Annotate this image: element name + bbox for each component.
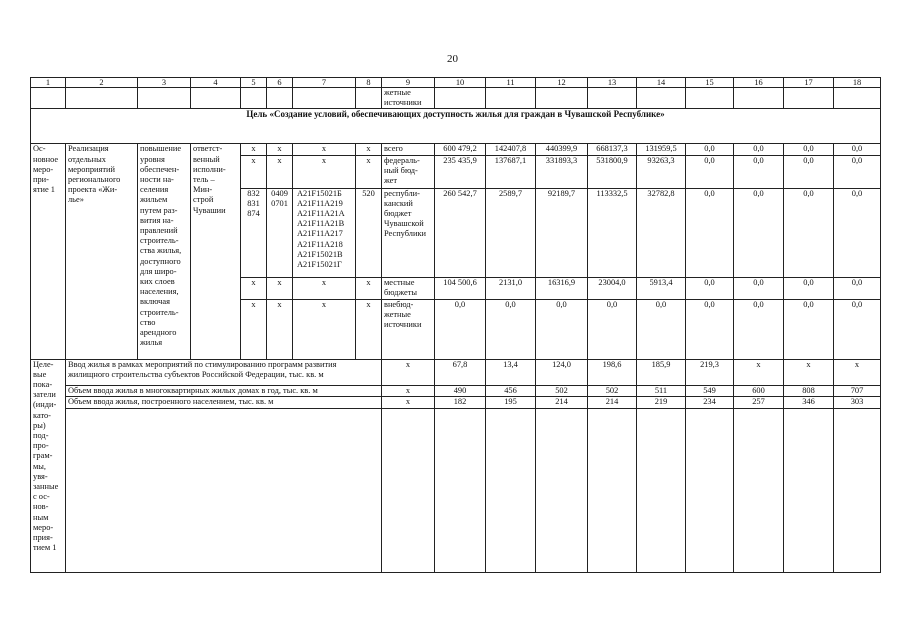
amount-cell: 0,0 [784,188,834,277]
empty-cell [784,88,834,109]
amount-cell: 600 479,2 [435,144,486,155]
column-number-cell: 8 [356,78,382,88]
amount-cell: 2131,0 [486,277,536,299]
funding-source-cell: всего [382,144,435,155]
amount-cell: 0,0 [784,144,834,155]
empty-cell [486,88,536,109]
amount-cell: 0,0 [834,299,881,359]
code-cell: x [241,144,267,155]
amount-cell: 0,0 [734,188,784,277]
code-cell: x [241,277,267,299]
empty-cell [486,408,536,572]
amount-cell: 0,0 [834,144,881,155]
empty-cell [536,408,588,572]
empty-cell [588,88,637,109]
empty-cell [66,88,138,109]
amount-cell: 0,0 [637,299,686,359]
empty-cell [267,88,293,109]
amount-cell: 0,0 [686,155,734,188]
amount-cell: 0,0 [686,299,734,359]
code-cell: x [293,299,356,359]
amount-cell: 0,0 [734,144,784,155]
indicator-value-cell: 219,3 [686,359,734,385]
indicator-mark-cell: x [382,385,435,396]
code-cell: x [356,277,382,299]
program-table [30,77,881,573]
indicator-value-cell: x [734,359,784,385]
code-cell: 832 831 874 [241,188,267,277]
amount-cell: 0,0 [734,277,784,299]
amount-cell: 137687,1 [486,155,536,188]
indicator-value-cell: x [784,359,834,385]
amount-cell: 2589,7 [486,188,536,277]
code-cell: 520 [356,188,382,277]
indicator-name: Объем ввода жилья, построенного населением, тыс. кв. м [66,396,382,408]
empty-cell [293,88,356,109]
column-number-cell: 12 [536,78,588,88]
funding-source-cell: жетные источники [382,88,435,109]
column-number-cell: 9 [382,78,435,88]
indicator-value-cell: 502 [588,385,637,396]
indicator-value-cell: 257 [734,396,784,408]
empty-cell [637,408,686,572]
code-cell: 0409 0701 [267,188,293,277]
indicator-value-cell: 214 [588,396,637,408]
amount-cell: 0,0 [834,155,881,188]
amount-cell: 260 542,7 [435,188,486,277]
empty-cell [734,408,784,572]
column-number-cell: 11 [486,78,536,88]
indicator-value-cell: 124,0 [536,359,588,385]
empty-cell [686,88,734,109]
column-number-cell: 16 [734,78,784,88]
amount-cell: 16316,9 [536,277,588,299]
column-number-cell: 13 [588,78,637,88]
empty-cell [191,88,241,109]
amount-cell: 440399,9 [536,144,588,155]
funding-source-cell: федераль- ный бюд- жет [382,155,435,188]
code-cell: x [293,155,356,188]
column-number-cell: 6 [267,78,293,88]
column-number-cell: 7 [293,78,356,88]
empty-cell [734,88,784,109]
empty-cell [241,88,267,109]
indicator-value-cell: 67,8 [435,359,486,385]
page-number: 20 [447,53,458,65]
blank-row [31,408,881,572]
indicator-value-cell: 195 [486,396,536,408]
carryover-row [31,88,881,109]
code-cell: x [267,155,293,188]
indicator-value-cell: 808 [784,385,834,396]
amount-cell: 235 435,9 [435,155,486,188]
empty-cell [536,88,588,109]
code-cell: x [356,299,382,359]
column-number-cell: 15 [686,78,734,88]
amount-cell: 5913,4 [637,277,686,299]
amount-cell: 0,0 [686,144,734,155]
indicator-value-cell: 303 [834,396,881,408]
indicator-value-cell: 549 [686,385,734,396]
empty-cell [588,408,637,572]
amount-cell: 0,0 [435,299,486,359]
column-number-row [31,78,881,88]
goal-row [31,109,881,144]
column-number-cell: 18 [834,78,881,88]
empty-cell [834,408,881,572]
indicator-value-cell: 511 [637,385,686,396]
amount-cell: 0,0 [784,277,834,299]
code-cell: x [267,277,293,299]
funding-row [31,144,881,155]
empty-cell [834,88,881,109]
measure-task: повышение уровня обеспечен- ности на- селения жильем путем раз- вития на- правлений строитель- ства жилья, доступного для широ- ких слоев населения, включая строитель- ство арендного жилья [138,144,191,359]
code-cell: A21F15021Б A21F11A219 A21F11A21A A21F11A21B A21F11A217 A21F11A218 A21F15021B A21F15021Г [293,188,356,277]
indicator-value-cell: 490 [435,385,486,396]
column-number-cell: 17 [784,78,834,88]
indicator-row [31,385,881,396]
code-cell: x [356,155,382,188]
amount-cell: 93263,3 [637,155,686,188]
indicator-value-cell: 185,9 [637,359,686,385]
indicator-name: Объем ввода жилья в многоквартирных жилых домах в год, тыс. кв. м [66,385,382,396]
amount-cell: 32782,8 [637,188,686,277]
empty-cell [138,88,191,109]
funding-source-cell: республи- канский бюджет Чувашской Республики [382,188,435,277]
indicator-value-cell: 707 [834,385,881,396]
code-cell: x [356,144,382,155]
indicator-row [31,359,881,385]
amount-cell: 0,0 [686,188,734,277]
amount-cell: 531800,9 [588,155,637,188]
amount-cell: 0,0 [686,277,734,299]
amount-cell: 0,0 [784,155,834,188]
empty-cell [356,88,382,109]
funding-source-cell: местные бюджеты [382,277,435,299]
empty-cell [784,408,834,572]
column-number-cell: 2 [66,78,138,88]
amount-cell: 0,0 [784,299,834,359]
indicator-value-cell: 600 [734,385,784,396]
amount-cell: 0,0 [734,299,784,359]
indicator-row [31,396,881,408]
indicator-value-cell: 234 [686,396,734,408]
column-number-cell: 10 [435,78,486,88]
measure-label: Ос- новное меро- при- ятие 1 [31,144,66,359]
amount-cell: 0,0 [486,299,536,359]
amount-cell: 0,0 [536,299,588,359]
column-number-cell: 14 [637,78,686,88]
amount-cell: 92189,7 [536,188,588,277]
amount-cell: 142407,8 [486,144,536,155]
amount-cell: 0,0 [734,155,784,188]
amount-cell: 113332,5 [588,188,637,277]
measure-executor: ответст- венный исполни- тель – Мин- строй Чувашии [191,144,241,359]
indicator-value-cell: 502 [536,385,588,396]
indicator-name: Ввод жилья в рамках мероприятий по стимулированию программ развития жилищного строительства субъектов Российской Федерации, тыс. кв. м [66,359,382,385]
indicator-value-cell: 198,6 [588,359,637,385]
empty-cell [31,88,66,109]
amount-cell: 104 500,6 [435,277,486,299]
indicator-mark-cell: x [382,359,435,385]
code-cell: x [267,299,293,359]
indicator-value-cell: 346 [784,396,834,408]
indicator-mark-cell: x [382,396,435,408]
indicator-value-cell: 219 [637,396,686,408]
indicators-label: Целе- вые пока- затели (инди- като- ры) под- про- грам- мы, увя- занные с ос- нов- ным меро- прия- тием 1 [31,359,66,572]
empty-cell [66,408,382,572]
code-cell: x [293,144,356,155]
amount-cell: 23004,0 [588,277,637,299]
amount-cell: 131959,5 [637,144,686,155]
funding-source-cell: внебюд- жетные источники [382,299,435,359]
amount-cell: 331893,3 [536,155,588,188]
code-cell: x [293,277,356,299]
code-cell: x [267,144,293,155]
amount-cell: 0,0 [834,277,881,299]
column-number-cell: 1 [31,78,66,88]
amount-cell: 0,0 [588,299,637,359]
indicator-value-cell: 182 [435,396,486,408]
column-number-cell: 3 [138,78,191,88]
empty-cell [686,408,734,572]
empty-cell [382,408,435,572]
empty-cell [637,88,686,109]
column-number-cell: 5 [241,78,267,88]
indicator-value-cell: 214 [536,396,588,408]
code-cell: x [241,299,267,359]
amount-cell: 668137,3 [588,144,637,155]
goal-title: Цель «Создание условий, обеспечивающих доступность жилья для граждан в Чувашской Республике» [31,109,881,144]
code-cell: x [241,155,267,188]
measure-name: Реализация отдельных мероприятий регионального проекта «Жи- лье» [66,144,138,359]
indicator-value-cell: x [834,359,881,385]
column-number-cell: 4 [191,78,241,88]
indicator-value-cell: 13,4 [486,359,536,385]
empty-cell [435,408,486,572]
amount-cell: 0,0 [834,188,881,277]
empty-cell [435,88,486,109]
indicator-value-cell: 456 [486,385,536,396]
